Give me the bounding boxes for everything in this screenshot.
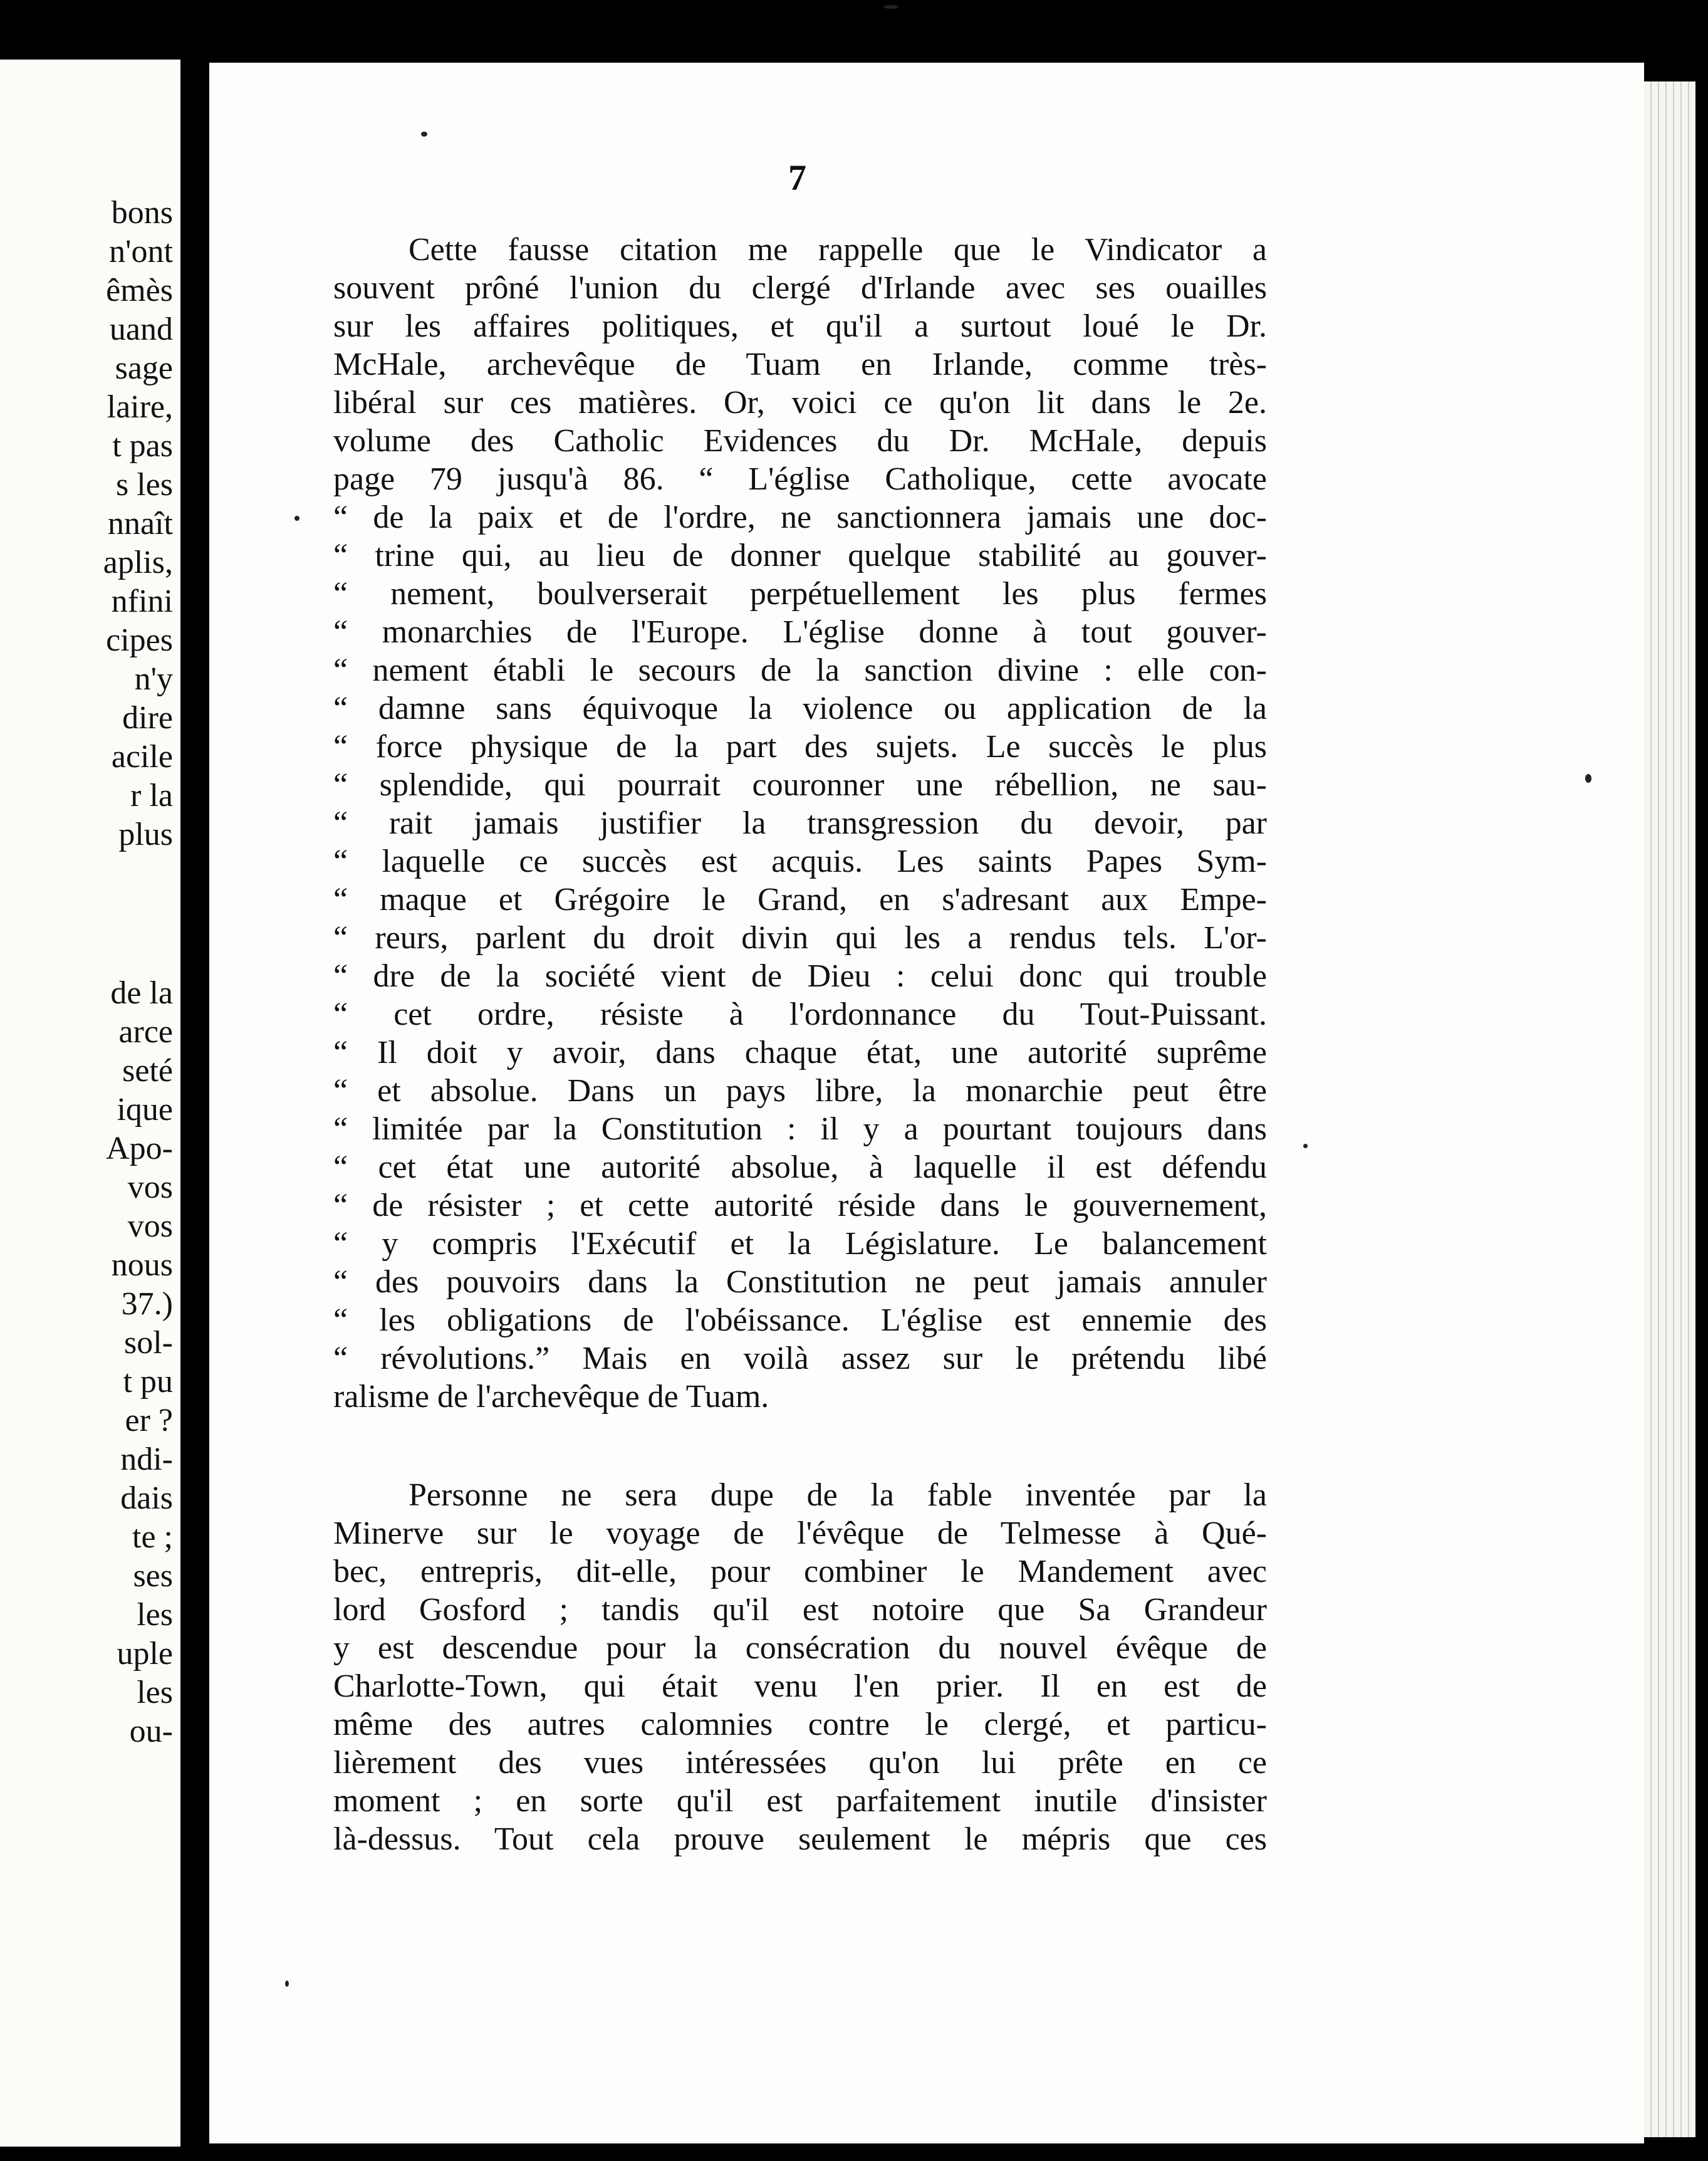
previous-page-fragment [0,60,180,2147]
text-line: “ cet ordre, résiste à l'ordonnance du Tout-Puissant. [333,997,1267,1032]
left-page-line: Apo- [106,1131,173,1166]
left-page-line: les [137,1597,173,1633]
text-line: “ nement, boulverserait perpétuellement les plus fermes [333,576,1267,612]
left-page-line: seté [122,1053,173,1089]
text-line: moment ; en sorte qu'il est parfaitement inutile d'insister [333,1783,1267,1819]
text-line: bec, entrepris, dit-elle, pour combiner le Mandement avec [333,1554,1267,1589]
text-line: “ damne sans équivoque la violence ou application de la [333,691,1267,726]
page-edges [1644,81,1695,2137]
book-gutter [180,56,209,2150]
left-page-line: les [137,1675,173,1710]
text-line: même des autres calomnies contre le clergé, et particu- [333,1707,1267,1742]
text-line: souvent prôné l'union du clergé d'Irlande avec ses ouailles [333,270,1267,306]
left-page-line: êmès [106,273,173,308]
text-line: “ rait jamais justifier la transgression du devoir, par [333,805,1267,841]
text-line: Minerve sur le voyage de l'évêque de Telmesse à Qué- [333,1515,1267,1551]
text-line: “ laquelle ce succès est acquis. Les saints Papes Sym- [333,844,1267,879]
text-line: libéral sur ces matières. Or, voici ce qu'on lit dans le 2e. [333,385,1267,421]
text-line: Charlotte-Town, qui était venu l'en prier. Il en est de [333,1668,1267,1704]
left-page-line: cipes [106,622,173,658]
text-line: McHale, archevêque de Tuam en Irlande, comme très- [333,347,1267,382]
text-line: “ des pouvoirs dans la Constitution ne peut jamais annuler [333,1264,1267,1300]
text-line: “ y compris l'Exécutif et la Législature. Le balancement [333,1226,1267,1262]
left-page-line: aplis, [103,545,173,580]
left-page-line: n'ont [109,234,173,269]
text-line: “ les obligations de l'obéissance. L'église est ennemie des [333,1302,1267,1338]
text-line: “ cet état une autorité absolue, à laquelle il est défendu [333,1149,1267,1185]
left-page-line: vos [127,1169,173,1205]
text-line: “ Il doit y avoir, dans chaque état, une autorité suprême [333,1035,1267,1070]
text-line: “ reurs, parlent du droit divin qui les a rendus tels. L'or- [333,920,1267,956]
text-line: “ dre de la société vient de Dieu : celui donc qui trouble [333,958,1267,994]
left-page-line: arce [118,1014,173,1050]
left-page-line: acile [111,739,173,775]
ink-speck [294,516,299,521]
left-page-line: sage [115,350,173,386]
left-page-line: plus [118,817,173,852]
left-page-line: ses [133,1558,173,1594]
text-line: “ de la paix et de l'ordre, ne sanctionnera jamais une doc- [333,500,1267,535]
left-page-line: er ? [125,1403,173,1438]
left-page-line: t pas [112,428,173,464]
left-page-line: t pu [123,1364,173,1400]
left-page-line: dais [120,1480,173,1516]
left-page-line: ndi- [120,1442,173,1477]
left-page-line: n'y [134,661,173,697]
left-page-line: ique [117,1092,173,1128]
text-line: sur les affaires politiques, et qu'il a surtout loué le Dr. [333,308,1267,344]
text-line: “ monarchies de l'Europe. L'église donne à tout gouver- [333,614,1267,650]
left-page-line: nous [111,1247,173,1283]
left-page-line: 37.) [121,1286,173,1322]
left-page-line: bons [111,195,173,231]
page-number: 7 [788,157,806,198]
left-page-line: nnaît [108,506,173,542]
ink-speck [285,1980,289,1987]
text-line: “ maque et Grégoire le Grand, en s'adresant aux Empe- [333,882,1267,918]
text-line: “ révolutions.” Mais en voilà assez sur le prétendu libé [333,1341,1267,1376]
left-page-line: vos [127,1208,173,1244]
left-page-line: r la [130,778,173,814]
text-line: y est descendue pour la consécration du nouvel évêque de [333,1630,1267,1666]
paragraph-2 [333,1476,1267,1858]
left-page-line: te ; [132,1519,173,1555]
left-page-line: laire, [107,389,173,425]
left-page-line: dire [122,700,173,736]
left-page-line: nfini [111,583,173,619]
left-page-line: ou- [129,1714,173,1749]
left-page-line: sol- [124,1325,173,1361]
text-line: page 79 jusqu'à 86. “ L'église Catholique, cette avocate [333,461,1267,497]
text-line: volume des Catholic Evidences du Dr. McHale, depuis [333,423,1267,459]
text-line: Cette fausse citation me rappelle que le Vindicator a [409,232,1267,268]
text-line: lièrement des vues intéressées qu'on lui prête en ce [333,1745,1267,1781]
text-line: “ force physique de la part des sujets. Le succès le plus [333,729,1267,765]
text-line: ralisme de l'archevêque de Tuam. [333,1379,769,1415]
text-line: lord Gosford ; tandis qu'il est notoire que Sa Grandeur [333,1592,1267,1628]
text-line: là-dessus. Tout cela prouve seulement le mépris que ces [333,1821,1267,1857]
text-line: Personne ne sera dupe de la fable inventée par la [409,1477,1267,1513]
text-line: “ limitée par la Constitution : il y a pourtant toujours dans [333,1111,1267,1147]
text-line: “ et absolue. Dans un pays libre, la monarchie peut être [333,1073,1267,1109]
text-line: “ nement établi le secours de la sanction divine : elle con- [333,652,1267,688]
ink-speck [421,132,427,137]
ink-speck [1303,1144,1308,1148]
paragraph-1 [333,231,1267,1416]
left-page-line: uand [109,311,173,347]
ink-speck [1585,774,1591,783]
left-page-line: de la [110,975,173,1011]
ink-speck [883,5,898,9]
text-line: “ trine qui, au lieu de donner quelque stabilité au gouver- [333,538,1267,573]
text-line: “ splendide, qui pourrait couronner une rébellion, ne sau- [333,767,1267,803]
left-page-line: uple [117,1636,173,1672]
left-page-line: s les [116,467,173,503]
text-line: “ de résister ; et cette autorité réside dans le gouvernement, [333,1188,1267,1223]
